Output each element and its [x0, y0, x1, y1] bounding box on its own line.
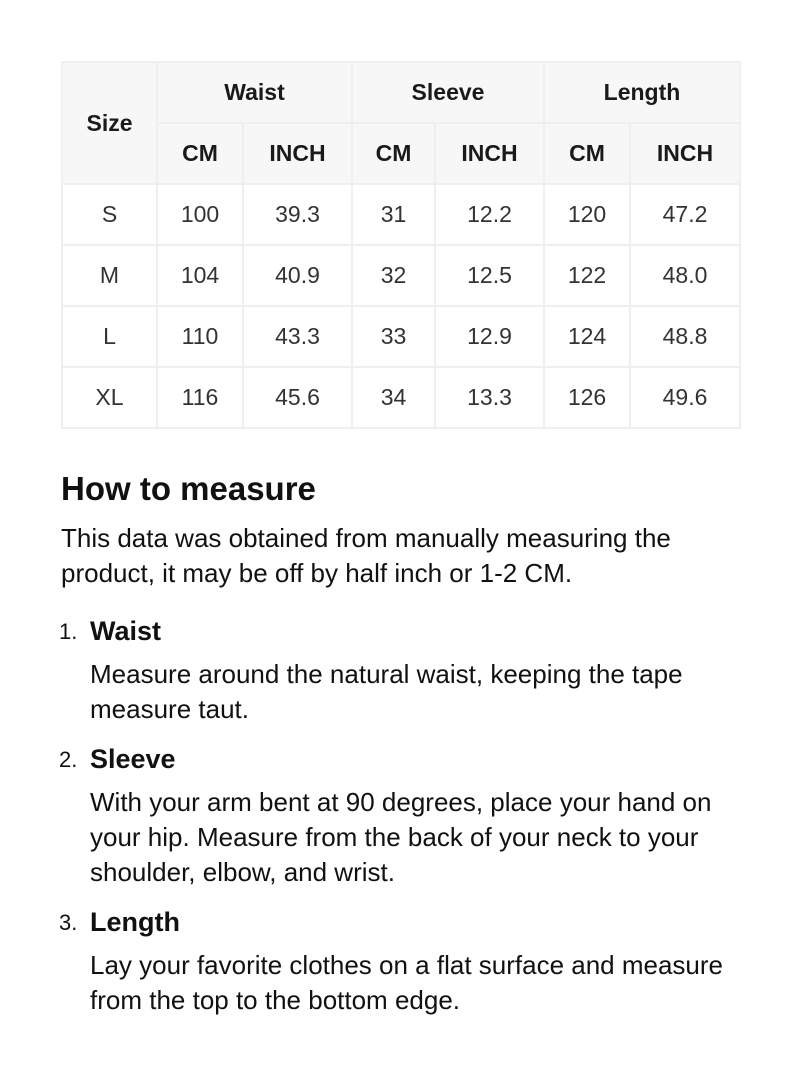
- value-cell: 126: [544, 367, 630, 428]
- value-cell: 48.8: [630, 306, 740, 367]
- value-cell: 47.2: [630, 184, 740, 245]
- list-item: [61, 741, 739, 890]
- value-cell: 122: [544, 245, 630, 306]
- group-header-length: Length: [544, 62, 740, 123]
- unit-header: CM: [352, 123, 435, 184]
- value-cell: 100: [157, 184, 243, 245]
- group-header-sleeve: Sleeve: [352, 62, 544, 123]
- step-number: 3.: [59, 910, 78, 935]
- value-cell: 12.2: [435, 184, 544, 245]
- how-to-measure-title: How to measure: [61, 470, 316, 507]
- step-title-waist: Waist: [90, 616, 162, 646]
- list-item: [61, 613, 739, 727]
- table-row: [62, 245, 740, 306]
- size-cell: XL: [62, 367, 157, 428]
- unit-header: INCH: [630, 123, 740, 184]
- unit-header: INCH: [435, 123, 544, 184]
- size-cell: S: [62, 184, 157, 245]
- value-cell: 104: [157, 245, 243, 306]
- measure-intro: This data was obtained from manually measuring the product, it may be off by half inch or 1-2 CM.: [61, 523, 671, 588]
- header-row-groups: [62, 62, 740, 123]
- step-number: 2.: [59, 747, 78, 772]
- value-cell: 34: [352, 367, 435, 428]
- step-title-length: Length: [90, 907, 180, 937]
- value-cell: 45.6: [243, 367, 352, 428]
- value-cell: 49.6: [630, 367, 740, 428]
- value-cell: 40.9: [243, 245, 352, 306]
- value-cell: 120: [544, 184, 630, 245]
- list-item: [61, 904, 739, 1018]
- value-cell: 116: [157, 367, 243, 428]
- step-desc-sleeve: With your arm bent at 90 degrees, place your hand on your hip. Measure from the back of your neck to your shoulder, elbow, and wrist.: [90, 787, 712, 887]
- value-cell: 31: [352, 184, 435, 245]
- step-desc-waist: Measure around the natural waist, keeping the tape measure taut.: [90, 659, 683, 724]
- table-row: [62, 184, 740, 245]
- value-cell: 32: [352, 245, 435, 306]
- unit-header: CM: [544, 123, 630, 184]
- size-chart-table: [61, 61, 741, 429]
- size-cell: M: [62, 245, 157, 306]
- size-guide: [61, 61, 739, 1032]
- value-cell: 43.3: [243, 306, 352, 367]
- table-row: [62, 306, 740, 367]
- value-cell: 110: [157, 306, 243, 367]
- value-cell: 13.3: [435, 367, 544, 428]
- group-header-waist: Waist: [157, 62, 352, 123]
- header-row-units: [62, 123, 740, 184]
- value-cell: 12.9: [435, 306, 544, 367]
- step-number: 1.: [59, 619, 78, 644]
- value-cell: 48.0: [630, 245, 740, 306]
- value-cell: 39.3: [243, 184, 352, 245]
- table-row: [62, 367, 740, 428]
- measure-steps-list: [61, 613, 739, 1018]
- unit-header: INCH: [243, 123, 352, 184]
- step-title-sleeve: Sleeve: [90, 744, 176, 774]
- size-header: Size: [62, 62, 157, 184]
- value-cell: 12.5: [435, 245, 544, 306]
- size-cell: L: [62, 306, 157, 367]
- unit-header: CM: [157, 123, 243, 184]
- value-cell: 124: [544, 306, 630, 367]
- value-cell: 33: [352, 306, 435, 367]
- step-desc-length: Lay your favorite clothes on a flat surface and measure from the top to the bottom edge.: [90, 950, 724, 1015]
